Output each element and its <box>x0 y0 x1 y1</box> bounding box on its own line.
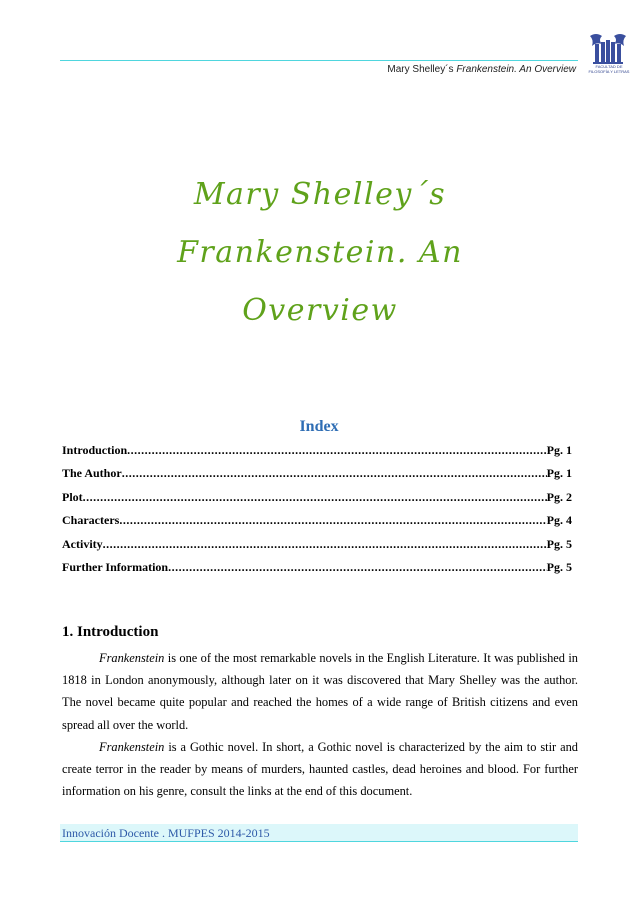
paragraph-2 <box>62 736 578 803</box>
title-line-2: Frankenstein. An <box>177 235 463 270</box>
footer-text: Innovación Docente . MUFPES 2014-2015 <box>62 826 270 840</box>
running-header-prefix: Mary Shelley´s <box>387 64 457 75</box>
paragraph-2-italic: Frankenstein <box>99 740 165 754</box>
logo-caption-line1: FACULTAD DE <box>595 64 623 69</box>
paragraph-1-text: is one of the most remarkable novels in the English Literature. It was published in 1818 in London anonymously, although later on it was discovered that Mary Shelley was the author. The novel became quite popular and reached the homes of a wide range of British citizens and even spread all over the world. <box>62 651 578 732</box>
toc-page: Pg. 2 <box>546 489 572 504</box>
toc-label: Further Information <box>62 559 169 574</box>
running-header <box>387 64 576 75</box>
paragraph-2-text: is a Gothic novel. In short, a Gothic novel is characterized by the aim to stir and create terror in the reader by means of murders, haunted castles, dead heroines and blood. For further information on his genre, consult the links at the end of this document. <box>62 740 578 799</box>
toc-page: Pg. 1 <box>546 443 572 457</box>
toc-page: Pg. 4 <box>546 513 572 528</box>
logo-caption-line2: FILOSOFÍA Y LETRAS <box>588 69 630 74</box>
toc-entry-further-information[interactable] <box>62 560 572 583</box>
table-of-contents <box>62 443 572 583</box>
toc-label: Introduction <box>62 443 128 457</box>
toc-entry-plot[interactable] <box>62 490 572 513</box>
toc-label: Plot <box>62 489 83 504</box>
toc-leader <box>127 443 547 458</box>
toc-page: Pg. 1 <box>546 466 572 481</box>
toc-leader <box>119 513 546 528</box>
title-line-3: Overview <box>242 293 398 328</box>
toc-entry-activity[interactable] <box>62 537 572 560</box>
toc-label: Characters <box>62 513 120 528</box>
section-heading: 1. Introduction <box>62 624 159 640</box>
toc-page: Pg. 5 <box>546 536 572 551</box>
toc-leader <box>168 560 547 575</box>
toc-label: Activity <box>62 536 103 551</box>
logo-caption <box>584 64 634 74</box>
title-line-1: Mary Shelley´s <box>193 177 447 212</box>
index-heading: Index <box>299 418 339 435</box>
header-rule <box>60 60 578 61</box>
paragraph-1 <box>62 647 578 736</box>
running-header-italic: Frankenstein. An Overview <box>456 64 576 75</box>
document-title <box>100 166 540 340</box>
toc-entry-characters[interactable] <box>62 513 572 536</box>
toc-entry-introduction[interactable] <box>62 443 572 466</box>
toc-leader <box>122 466 547 481</box>
toc-leader <box>103 537 547 552</box>
toc-entry-the-author[interactable] <box>62 466 572 489</box>
toc-page: Pg. 5 <box>546 559 572 574</box>
toc-label: The Author <box>62 466 122 481</box>
paragraph-1-italic: Frankenstein <box>99 651 165 665</box>
toc-leader <box>83 490 547 505</box>
